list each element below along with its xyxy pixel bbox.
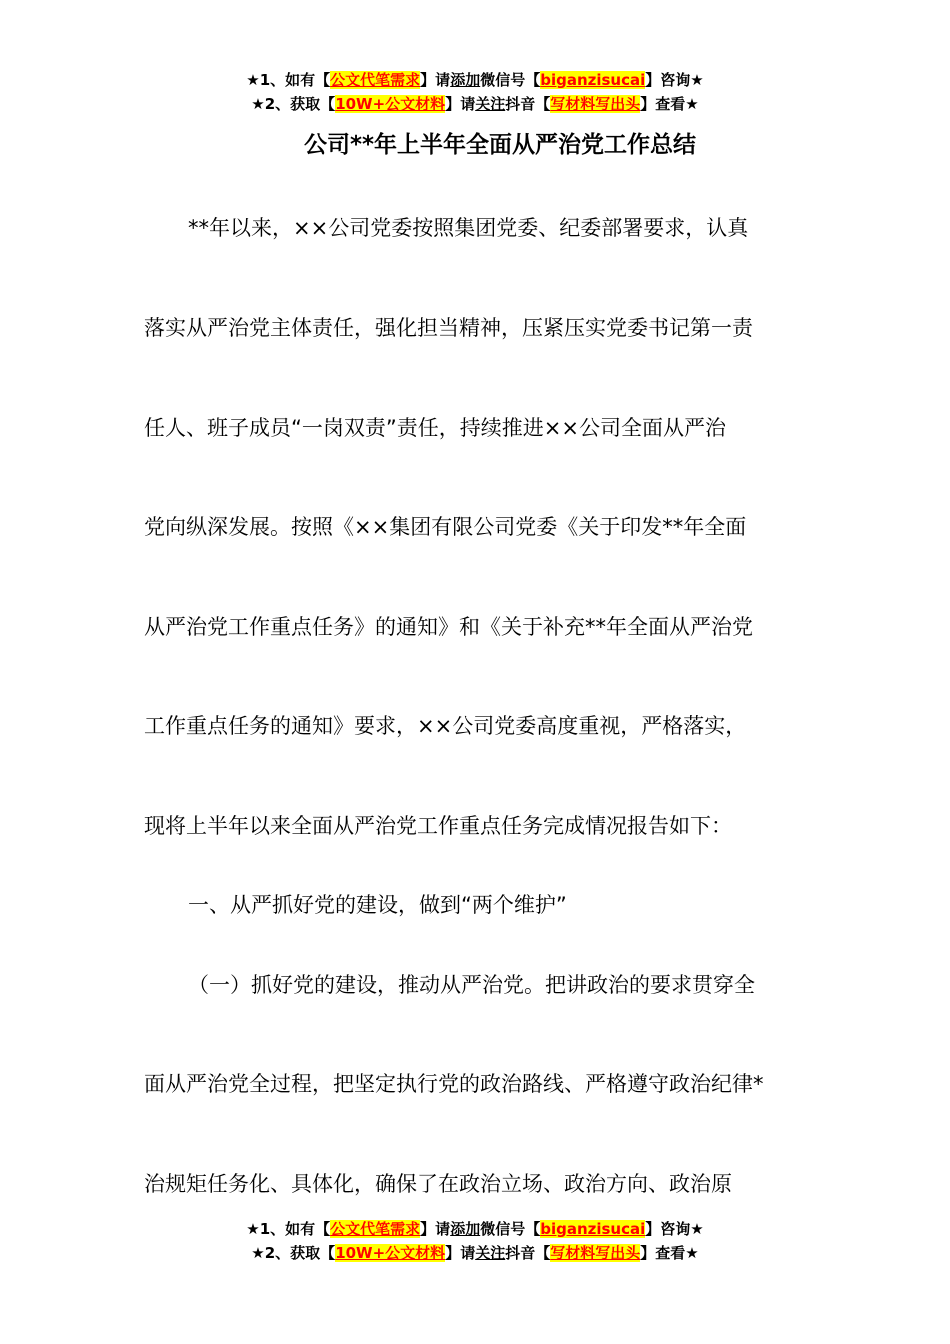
body-line-3: 任人、班子成员“一岗双责”责任，持续推进××公司全面从严治	[144, 416, 726, 440]
banner-highlight: 10W+公文材料	[335, 95, 446, 113]
banner-text: 抖音【	[505, 1244, 551, 1262]
body-line-8: （一）抓好党的建设，推动从严治党。把讲政治的要求贯穿全	[188, 973, 755, 997]
footer-banner	[0, 1217, 950, 1265]
body-line-4: 党向纵深发展。按照《××集团有限公司党委《关于印发**年全面	[144, 515, 747, 539]
body-line-10: 治规矩任务化、具体化，确保了在政治立场、政治方向、政治原	[144, 1172, 732, 1196]
banner-text: 抖音【	[505, 95, 551, 113]
banner-text: 微信号【	[480, 71, 541, 89]
body-line-6: 工作重点任务的通知》要求，××公司党委高度重视，严格落实，	[144, 714, 747, 738]
banner-text: 】查看★	[640, 1244, 699, 1262]
document-title: 公司**年上半年全面从严治党工作总结	[303, 132, 697, 158]
banner-underline: 添加	[450, 1220, 481, 1238]
banner-text: 】咨询★	[645, 1220, 704, 1238]
banner-douyin-account: 写材料写出头	[550, 1244, 641, 1262]
banner-text: ★1、如有【	[246, 1220, 331, 1238]
banner-text: ★2、获取【	[251, 95, 336, 113]
banner-underline: 关注	[475, 95, 506, 113]
banner-highlight: 公文代笔需求	[330, 1220, 421, 1238]
banner-line-1	[0, 1217, 950, 1241]
body-line-9: 面从严治党全过程，把坚定执行党的政治路线、严格遵守政治纪律*	[144, 1072, 764, 1096]
banner-text: ★2、获取【	[251, 1244, 336, 1262]
body-line-2: 落实从严治党主体责任，强化担当精神，压紧压实党委书记第一责	[144, 316, 753, 340]
banner-wechat-id: biganzisucai	[540, 71, 646, 89]
banner-wechat-id: biganzisucai	[540, 1220, 646, 1238]
banner-douyin-account: 写材料写出头	[550, 95, 641, 113]
banner-highlight: 公文代笔需求	[330, 71, 421, 89]
header-banner	[0, 68, 950, 116]
banner-text: 】查看★	[640, 95, 699, 113]
banner-text: ★1、如有【	[246, 71, 331, 89]
banner-line-2	[0, 92, 950, 116]
banner-text: 】请	[420, 1220, 451, 1238]
banner-underline: 关注	[475, 1244, 506, 1262]
banner-line-1	[0, 68, 950, 92]
body-line-7: 现将上半年以来全面从严治党工作重点任务完成情况报告如下：	[144, 814, 732, 838]
banner-highlight: 10W+公文材料	[335, 1244, 446, 1262]
banner-text: 】请	[445, 95, 476, 113]
banner-line-2	[0, 1241, 950, 1265]
banner-text: 】请	[445, 1244, 476, 1262]
body-line-5: 从严治党工作重点任务》的通知》和《关于补充**年全面从严治党	[144, 615, 753, 639]
section-heading-1: 一、从严抓好党的建设，做到“两个维护”	[188, 893, 567, 917]
banner-text: 】咨询★	[645, 71, 704, 89]
banner-text: 微信号【	[480, 1220, 541, 1238]
banner-underline: 添加	[450, 71, 481, 89]
body-line-1: **年以来，××公司党委按照集团党委、纪委部署要求，认真	[188, 216, 749, 240]
banner-text: 】请	[420, 71, 451, 89]
